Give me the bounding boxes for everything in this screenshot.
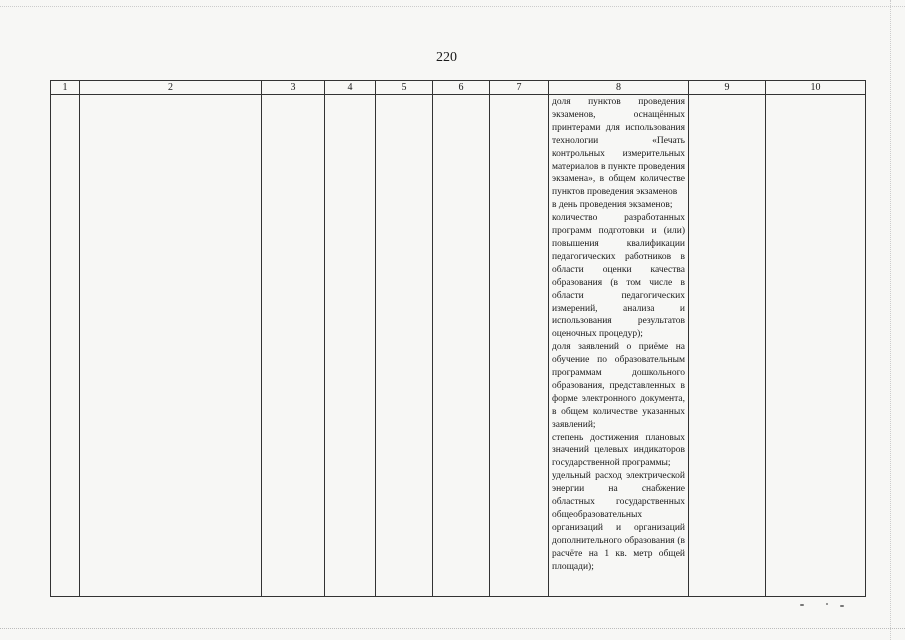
cell-col-8 [549,95,689,597]
cell-col-1 [51,95,80,597]
cell-col-6 [433,95,490,597]
scan-speck [800,604,804,606]
column-header-5: 5 [376,81,433,95]
scan-speck [826,603,828,605]
column-header-9: 9 [689,81,766,95]
indicator-text: доля пунктов проведения экзаменов, оснащённых принтерами для использования технологии «Печать контрольных измерительных материалов в пункте проведения экзамена», в общем количестве пунктов проведения экзаменов в день проведения экзаменов; количество разработанных программ подготовки и (или) повышения квалификации педагогических работников в области оценки качества образования (в том числе в области педагогических измерений, анализа и использования результатов оценочных процедур); доля заявлений о приёме на обучение по образовательным программам дошкольного образования, представленных в форме электронного документа, в общем количестве указанных заявлений; степень достижения плановых значений целевых индикаторов государственной программы; удельный расход электрической энергии на снабжение областных государственных общеобразовательных организаций и организаций дополнительного образования (в расчёте на 1 кв. метр общей площади); [552,97,685,572]
column-header-1: 1 [51,81,80,95]
column-header-8: 8 [549,81,689,95]
table-row [51,95,866,597]
cell-col-9 [689,95,766,597]
column-header-3: 3 [262,81,325,95]
cell-col-10 [766,95,866,597]
scan-speck [840,605,844,607]
cell-col-5 [376,95,433,597]
column-header-2: 2 [80,81,262,95]
scan-edge-top [0,6,905,8]
cell-col-7 [490,95,549,597]
column-header-6: 6 [433,81,490,95]
data-table [50,80,866,597]
column-header-7: 7 [490,81,549,95]
scan-edge-right [890,0,892,640]
cell-col-2 [80,95,262,597]
header-row [51,81,866,95]
column-header-4: 4 [325,81,376,95]
cell-col-3 [262,95,325,597]
page-number: 220 [436,50,457,65]
cell-col-4 [325,95,376,597]
scan-edge-bottom [0,628,905,630]
column-header-10: 10 [766,81,866,95]
